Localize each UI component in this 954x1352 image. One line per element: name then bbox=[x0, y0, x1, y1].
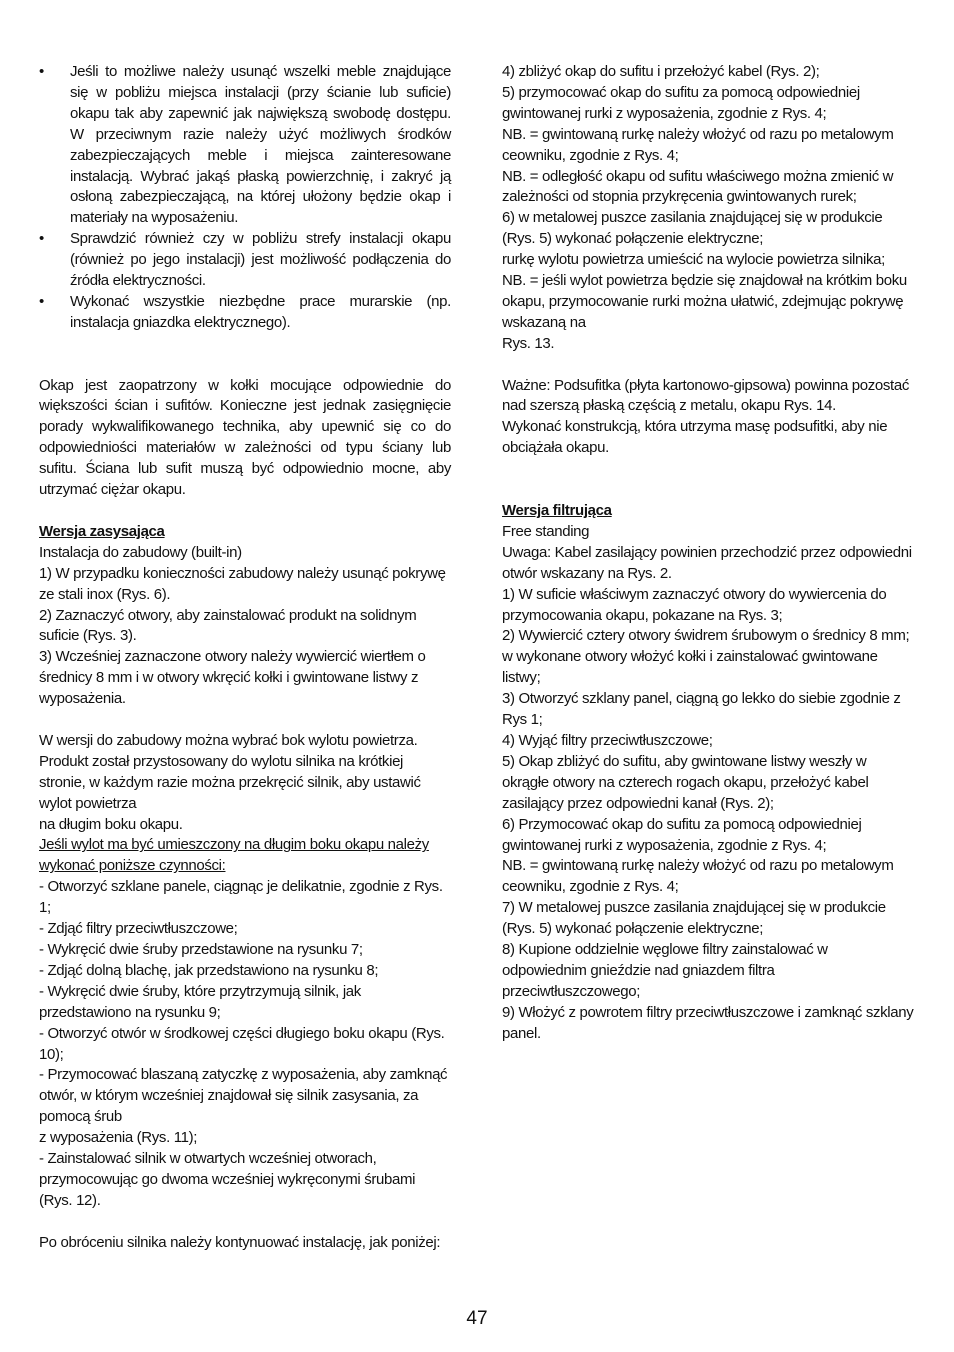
bullet-item: • Wykonać wszystkie niezbędne prace murarskie (np. instalacja gniazdka elektrycznego). bbox=[39, 292, 451, 334]
step-line: - Zainstalować silnik w otwartych wcześniej otworach, przymocowując go dwoma wcześniej wykręconymi śrubami (Rys. 12). bbox=[39, 1150, 416, 1209]
step-line: - Zdjąć filtry przeciwtłuszczowe; bbox=[39, 920, 238, 938]
important-note: Ważne: Podsufitka (płyta kartonowo-gipsowa) powinna pozostać nad szerszą płaską częścią z metalu, okapu Rys. 14. bbox=[502, 376, 909, 415]
right-column bbox=[502, 62, 914, 1045]
text-line: rurkę wylotu powietrza umieścić na wylocie powietrza silnika; bbox=[502, 251, 885, 269]
text-line: 6) w metalowej puszce zasilania znajdującej się w produkcie (Rys. 5) wykonać połączenie elektryczne; bbox=[502, 209, 883, 248]
step-line: 6) Przymocować okap do sufitu za pomocą odpowiedniej gwintowanej rurki z wyposażenia, zgodnie z Rys. 4; bbox=[502, 815, 862, 854]
section-heading-extraction: Wersja zasysająca bbox=[39, 522, 165, 540]
text-line: NB. = jeśli wylot powietrza będzie się znajdował na krótkim boku okapu, przymocowanie rurki można ułatwić, zdejmując pokrywę wskazaną na bbox=[502, 272, 907, 331]
bullet-item: • Jeśli to możliwe należy usunąć wszelki meble znajdujące się w pobliżu miejsca instalacji (przy ścianie lub suficie) okapu tak aby zapewnić jak największą swobodę dostępu. W przeciwnym razie należy użyć możliwych środków zabezpieczających meble i miejsca zainteresowane instalacją. Wybrać jakąś płaską powierzchnię, i zakryć ją osłoną zabezpieczającą, na której ułożony będzie okap i materiały na wyposażeniu. bbox=[39, 62, 451, 229]
step-line: - Otworzyć otwór w środkowej części długiego boku okapu (Rys. 10); bbox=[39, 1024, 445, 1063]
step-line: 7) W metalowej puszce zasilania znajdującej się w produkcie (Rys. 5) wykonać połączenie elektryczne; bbox=[502, 899, 886, 938]
step-line: 4) Wyjąć filtry przeciwtłuszczowe; bbox=[502, 731, 713, 749]
closing-paragraph: Po obróceniu silnika należy kontynuować instalację, jak poniżej: bbox=[39, 1233, 441, 1251]
text-line: 1) W przypadku konieczności zabudowy należy usunąć pokrywę ze stali inox (Rys. 6). bbox=[39, 564, 446, 603]
step-line: 2) Wywiercić cztery otwory świdrem śrubowym o średnicy 8 mm; w wykonane otwory włożyć kołki i zainstalować gwintowane listwy; bbox=[502, 627, 910, 687]
underlined-note: Jeśli wylot ma być umieszczony na długim boku okapu należy wykonać poniższe czynności: bbox=[39, 836, 429, 875]
preparation-bullet-list bbox=[39, 62, 451, 334]
text-line: 2) Zaznaczyć otwory, aby zainstalować produkt na solidnym suficie (Rys. 3). bbox=[39, 606, 417, 645]
text-line: W wersji do zabudowy można wybrać bok wylotu powietrza. Produkt został przystosowany do wylotu silnika na krótkiej stronie, w każdym razie można przekręcić silnik, aby ustawić wylot powietrza bbox=[39, 731, 421, 812]
text-line: na długim boku okapu. bbox=[39, 815, 183, 833]
step-line: - Zdjąć dolną blachę, jak przedstawiono na rysunku 8; bbox=[39, 961, 379, 979]
page-number: 47 bbox=[466, 1308, 488, 1329]
step-line: - Otworzyć szklane panele, ciągnąc je delikatnie, zgodnie z Rys. 1; bbox=[39, 878, 443, 917]
step-line: 1) W suficie właściwym zaznaczyć otwory do wywiercenia do przymocowania okapu, pokazane na Rys. 3; bbox=[502, 585, 887, 624]
text-line: 4) zbliżyć okap do sufitu i przełożyć kabel (Rys. 2); bbox=[502, 63, 820, 80]
step-line: - Wykręcić dwie śruby przedstawione na rysunku 7; bbox=[39, 941, 363, 959]
text-line: Free standing bbox=[502, 522, 590, 540]
intro-paragraph: Okap jest zaopatrzony w kołki mocujące odpowiednie do większości ścian i sufitów. Konieczne jest jednak zasięgnięcie porady wykwalifikowanego technika, aby upewnić się co do odpowiedniości materiałów w zależności od typu ściany lub sufitu. Ściana lub sufit muszą być odpowiednio mocne, aby utrzymać ciężar okapu. bbox=[39, 376, 451, 499]
text-line: NB. = gwintowaną rurkę należy włożyć od razu po metalowym ceowniku, zgodnie z Rys. 4; bbox=[502, 125, 894, 164]
section-heading-filtering: Wersja filtrująca bbox=[502, 502, 612, 519]
step-line: 3) Otworzyć szklany panel, ciągną go lekko do siebie zgodnie z Rys 1; bbox=[502, 690, 901, 729]
text-line: 5) przymocować okap do sufitu za pomocą odpowiedniej gwintowanej rurki z wyposażenia, zgodnie z Rys. 4; bbox=[502, 83, 860, 122]
step-line: 5) Okap zbliżyć do sufitu, aby gwintowane listwy weszły w okrągłe otwory na czterech rogach okapu, przełożyć kabel zasilający przez odpowiedni kanał (Rys. 2); bbox=[502, 752, 869, 812]
text-line: Rys. 13. bbox=[502, 334, 555, 352]
step-line: NB. = gwintowaną rurkę należy włożyć od razu po metalowym ceowniku, zgodnie z Rys. 4; bbox=[502, 857, 894, 896]
text-line: 3) Wcześniej zaznaczone otwory należy wywiercić wiertłem o średnicy 8 mm i w otwory wkręcić kołki i gwintowane listwy z wyposażenia. bbox=[39, 648, 426, 708]
step-line: 9) Włożyć z powrotem filtry przeciwtłuszczowe i zamknąć szklany panel. bbox=[502, 1003, 914, 1042]
left-column bbox=[39, 62, 451, 1254]
step-line: - Wykręcić dwie śruby, które przytrzymują silnik, jak przedstawiono na rysunku 9; bbox=[39, 982, 361, 1021]
text-line: NB. = odległość okapu od sufitu właściwego można zmienić w zależności od stopnia przykręcenia gwintowanych rurek; bbox=[502, 167, 894, 206]
bullet-item: • Sprawdzić również czy w pobliżu strefy instalacji okapu (również po jego instalacji) jest możliwość podłączenia do źródła elektryczności. bbox=[39, 229, 451, 292]
step-line: z wyposażenia (Rys. 11); bbox=[39, 1129, 198, 1147]
text-line: Instalacja do zabudowy (built-in) bbox=[39, 543, 242, 561]
step-line: 8) Kupione oddzielnie węglowe filtry zainstalować w odpowiednim gnieździe nad gniazdem filtra przeciwtłuszczowego; bbox=[502, 941, 828, 1000]
step-line: - Przymocować blaszaną zatyczkę z wyposażenia, aby zamknąć otwór, w którym wcześniej znajdował się silnik zasysania, za pomocą śrub bbox=[39, 1066, 448, 1126]
text-line: Uwaga: Kabel zasilający powinien przechodzić przez odpowiedni otwór wskazany na Rys. 2. bbox=[502, 543, 912, 582]
text-line: Wykonać konstrukcją, która utrzyma masę podsufitki, aby nie obciążała okapu. bbox=[502, 418, 888, 457]
